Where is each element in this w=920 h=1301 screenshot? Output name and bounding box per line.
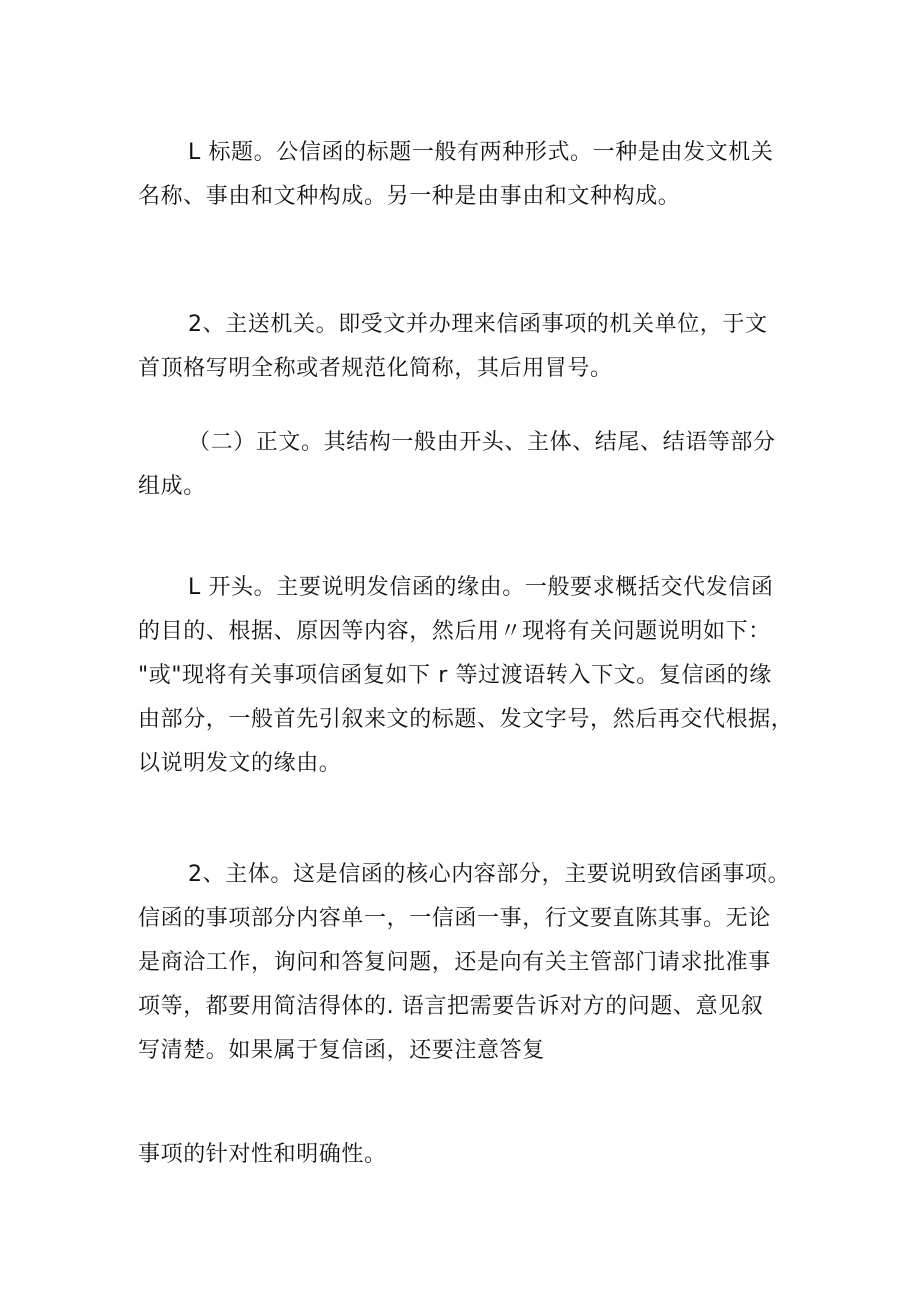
- text-line: L 开头。主要说明发信函的缘由。一般要求概括交代发信函: [188, 575, 774, 600]
- text-line: 写清楚。如果属于复信函，还要注意答复: [138, 1038, 545, 1063]
- text-line: 组成。: [138, 474, 206, 499]
- text-line: 名称、事由和文种构成。另一种是由事由和文种构成。: [138, 184, 681, 209]
- paragraph-opening-section: [138, 566, 818, 786]
- paragraph-continuation: [138, 1133, 818, 1177]
- paragraph-main-body-section: [138, 853, 818, 1073]
- text-line: 2、主体。这是信函的核心内容部分，主要说明致信函事项。: [188, 862, 791, 887]
- text-line: L 标题。公信函的标题一般有两种形式。一种是由发文机关: [188, 140, 774, 165]
- text-line: （二）正文。其结构一般由开头、主体、结尾、结语等部分: [188, 430, 776, 455]
- paragraph-body-section: [138, 421, 818, 509]
- text-line: 首顶格写明全称或者规范化简称，其后用冒号。: [138, 356, 613, 381]
- text-line: "或"现将有关事项信函复如下 r 等过渡语转入下文。复信函的缘: [138, 663, 772, 688]
- paragraph-recipient-section: [138, 303, 818, 391]
- paragraph-title-section: [138, 131, 818, 219]
- text-line: 由部分，一般首先引叙来文的标题、发文字号，然后再交代根据，: [138, 707, 794, 732]
- text-line: 2、主送机关。即受文并办理来信函事项的机关单位，于文: [188, 312, 768, 337]
- text-line: 是商洽工作，询问和答复问题，还是向有关主管部门请求批准事: [138, 950, 771, 975]
- text-line: 项等，都要用简洁得体的. 语言把需要告诉对方的问题、意见叙: [138, 994, 764, 1019]
- text-line: 事项的针对性和明确性。: [138, 1142, 387, 1167]
- text-line: 的目的、根据、原因等内容，然后用〃现将有关问题说明如下：: [138, 619, 771, 644]
- text-line: 以说明发文的缘由。: [138, 751, 342, 776]
- text-line: 信函的事项部分内容单一，一信函一事，行文要直陈其事。无论: [138, 906, 771, 931]
